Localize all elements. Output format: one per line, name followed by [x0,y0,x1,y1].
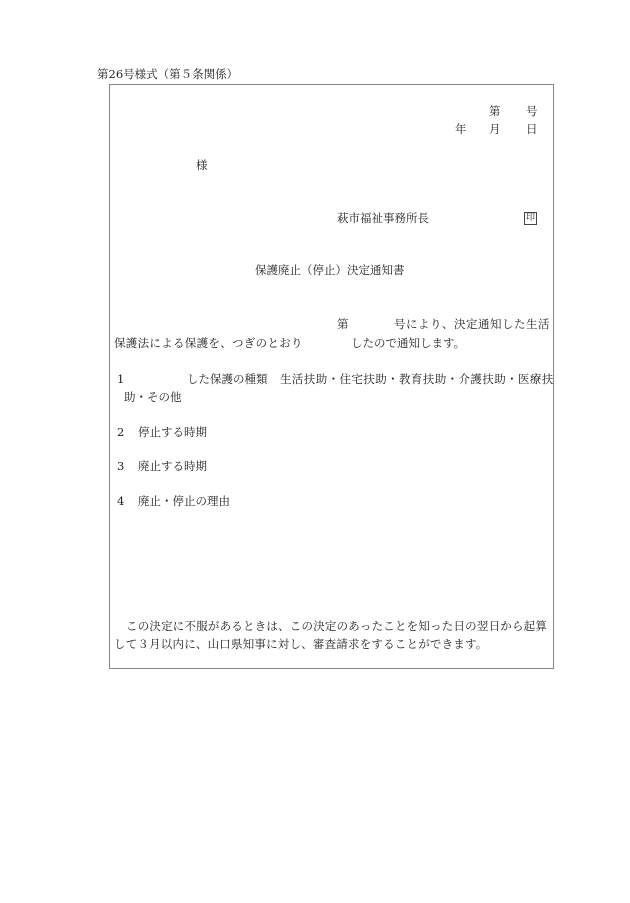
body-line1-suffix: 号により、決定通知した生活 [394,317,550,331]
number-suffix: 号 [526,104,538,118]
item-2-label: 停止する時期 [138,425,207,439]
document-title: 保護廃止（停止）決定通知書 [255,263,405,277]
body-line1-prefix: 第 [337,317,349,331]
footer-line1: この決定に不服があるときは、この決定のあったことを知った日の翌日から起算 [126,619,548,633]
footer-line2: して３月以内に、山口県知事に対し、審査請求をすることができます。 [114,637,488,651]
item-1-number: 1 [117,372,125,386]
item-1-value: 生活扶助・住宅扶助・教育扶助・介護扶助・医療扶 [280,372,554,386]
number-prefix: 第 [489,104,501,118]
seal-icon: 印 [526,213,536,223]
item-1-label: した保護の種類 [187,372,268,386]
item-3-label: 廃止する時期 [138,459,207,473]
form-label: 第26号様式（第５条関係） [97,67,239,81]
date-year: 年 [455,122,467,136]
body-line2-prefix: 保護法による保護を、つぎのとおり [114,336,303,350]
item-1-value-cont: 助・その他 [124,390,182,404]
item-3-number: 3 [117,459,125,473]
date-day: 日 [526,122,538,136]
addressee-suffix: 様 [196,158,208,172]
item-2-number: 2 [117,425,125,439]
item-4-number: 4 [117,494,125,508]
item-4-label: 廃止・停止の理由 [138,494,230,508]
body-line2-suffix: したので通知します。 [351,336,466,350]
issuer-name: 萩市福祉事務所長 [337,211,429,225]
date-month: 月 [489,122,501,136]
